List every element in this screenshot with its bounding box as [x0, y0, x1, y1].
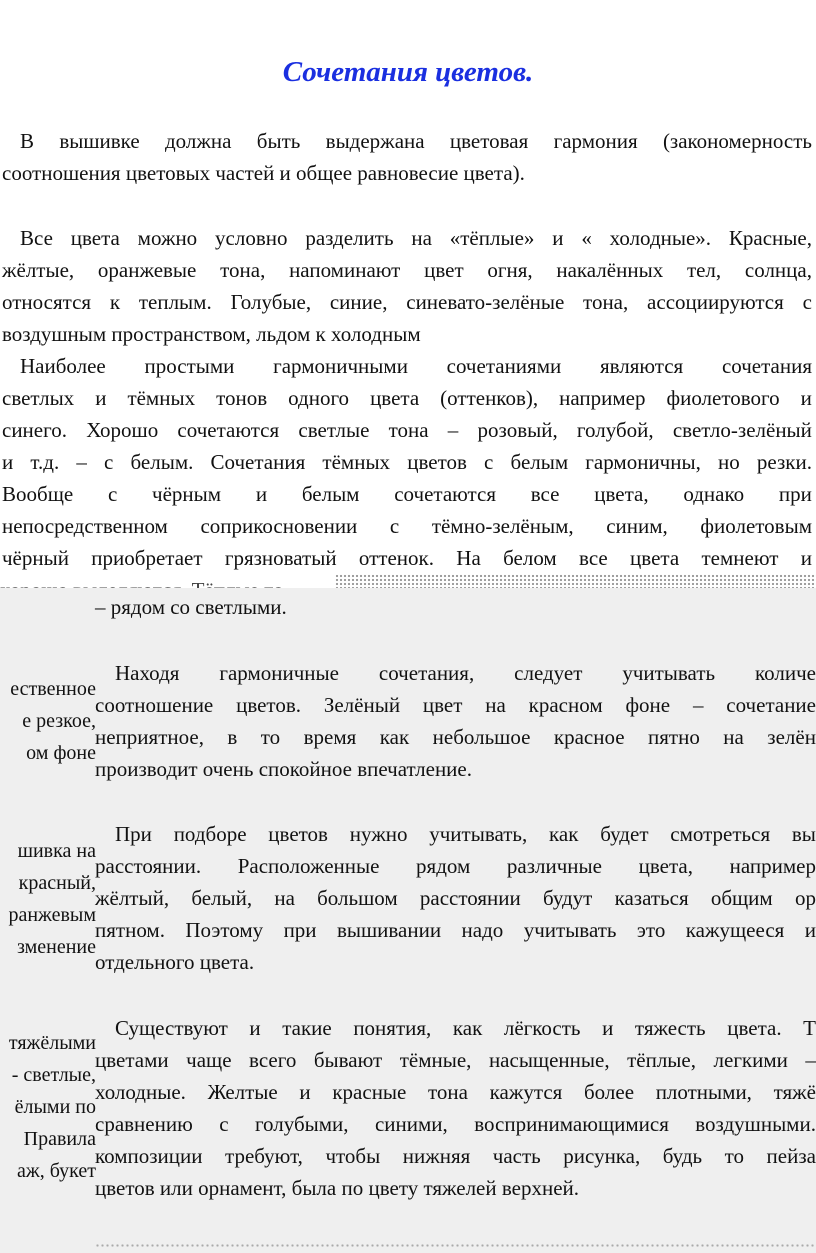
- word: тёплые,: [627, 1048, 696, 1072]
- word: Находя: [115, 661, 180, 685]
- word: должна: [165, 129, 232, 153]
- word: цвета: [370, 386, 420, 410]
- word: светло-зелёный: [672, 418, 812, 442]
- left-fragment: ранжевым: [8, 904, 96, 926]
- word: как: [452, 1016, 483, 1040]
- word: гармоничные: [219, 661, 339, 685]
- text-line: производит очень спокойное впечатление.: [95, 757, 472, 781]
- word: ассоциируются: [647, 290, 784, 314]
- word: расстоянии.: [95, 854, 202, 878]
- word: т.д.: [30, 450, 60, 474]
- word: вышивании: [336, 918, 442, 942]
- word: синие,: [329, 290, 388, 314]
- word: фиолетового: [666, 386, 780, 410]
- word: резки.: [756, 450, 812, 474]
- text-line: [95, 1048, 816, 1072]
- left-fragment: ом фоне: [26, 742, 96, 764]
- text-line: цветов или орнамент, была по цвету тяжелей верхней.: [95, 1176, 580, 1200]
- word: красные: [332, 1080, 407, 1104]
- word: и: [602, 1016, 614, 1040]
- word: смотреться: [670, 822, 771, 846]
- word: будет: [600, 822, 649, 846]
- word: разделить: [305, 226, 394, 250]
- text-line: [2, 514, 812, 538]
- word: в: [227, 725, 238, 749]
- word: Поэтому: [185, 918, 264, 942]
- word: часть: [492, 1144, 541, 1168]
- left-fragment: тяжёлыми: [8, 1032, 96, 1054]
- text-line: [2, 258, 812, 282]
- text-line: [2, 386, 812, 410]
- word: тяжё: [773, 1080, 816, 1104]
- word: гармония: [553, 129, 638, 153]
- word: сочетания: [721, 354, 812, 378]
- word: одного: [288, 386, 350, 410]
- word: вы: [791, 822, 816, 846]
- word: сочетаются: [394, 482, 496, 506]
- text-line: [20, 354, 812, 378]
- word: вышивке: [59, 129, 140, 153]
- word: при: [283, 918, 317, 942]
- text-line: [2, 290, 812, 314]
- word: оранжевые: [97, 258, 197, 282]
- word: неприятное,: [95, 725, 204, 749]
- word: цвета,: [594, 482, 649, 506]
- left-fragment: зменение: [16, 936, 96, 958]
- word: Хорошо: [86, 418, 159, 442]
- text-line: [95, 918, 816, 942]
- word: Желтые: [207, 1080, 278, 1104]
- word: чтобы: [325, 1144, 381, 1168]
- word: различные: [506, 854, 602, 878]
- word: можно: [137, 226, 198, 250]
- word: «: [581, 226, 592, 250]
- word: небольшое: [432, 725, 531, 749]
- word: (закономерность: [662, 129, 812, 153]
- word: зелён: [767, 725, 816, 749]
- word: рядом: [416, 854, 471, 878]
- word: однако: [683, 482, 745, 506]
- word: пейза: [766, 1144, 816, 1168]
- word: оттенок.: [358, 546, 434, 570]
- page-title: Сочетания цветов.: [282, 56, 534, 88]
- word: расстоянии: [419, 886, 521, 910]
- word: «тёплые»: [449, 226, 535, 250]
- left-fragment: Правила: [23, 1128, 96, 1150]
- text-line: [20, 226, 812, 250]
- word: сравнению: [95, 1112, 193, 1136]
- word: всего: [249, 1048, 297, 1072]
- word: цвета: [630, 546, 680, 570]
- word: Существуют: [115, 1016, 228, 1040]
- word: чёрным: [152, 482, 222, 506]
- word: то: [260, 725, 281, 749]
- word: выдержана: [325, 129, 425, 153]
- word: красное: [553, 725, 625, 749]
- word: композиции: [95, 1144, 203, 1168]
- word: нужно: [349, 822, 408, 846]
- word: будь: [662, 1144, 703, 1168]
- word: и: [95, 386, 107, 410]
- word: –: [76, 450, 87, 474]
- word: с: [389, 514, 400, 538]
- word: синего.: [2, 418, 67, 442]
- text-line: – рядом со светлыми.: [95, 595, 287, 619]
- word: тел,: [686, 258, 722, 282]
- word: лёгкость: [503, 1016, 581, 1040]
- word: большом: [317, 886, 398, 910]
- word: В: [20, 129, 35, 153]
- word: все: [579, 546, 608, 570]
- word: синим,: [606, 514, 668, 538]
- word: грязноватый: [224, 546, 337, 570]
- word: например: [729, 854, 816, 878]
- word: как: [549, 822, 579, 846]
- word: количе: [755, 661, 816, 685]
- text-line: [95, 1112, 816, 1136]
- word: На: [456, 546, 481, 570]
- word: голубой,: [576, 418, 654, 442]
- word: соприкосновении: [200, 514, 358, 538]
- word: При: [115, 822, 152, 846]
- word: светлых: [2, 386, 75, 410]
- word: Все: [20, 226, 53, 250]
- word: простыми: [144, 354, 235, 378]
- word: время: [303, 725, 357, 749]
- word: кажущееся: [685, 918, 785, 942]
- word: тёмных: [322, 450, 391, 474]
- word: синими,: [374, 1112, 448, 1136]
- word: пятном.: [95, 918, 165, 942]
- word: тяжесть: [634, 1016, 706, 1040]
- text-line: воздушным пространством, льдом к холодным: [2, 322, 421, 346]
- word: цветов: [268, 822, 328, 846]
- text-line: [115, 1016, 816, 1040]
- text-line: [95, 854, 816, 878]
- word: (оттенков),: [440, 386, 539, 410]
- word: фоне: [625, 693, 671, 717]
- word: Вообще: [2, 482, 74, 506]
- clipped-line: [0, 578, 340, 588]
- word: с: [802, 290, 812, 314]
- word: насыщенные,: [488, 1048, 610, 1072]
- text-line: [115, 822, 816, 846]
- word: –: [692, 693, 704, 717]
- word: казаться: [614, 886, 689, 910]
- overlay-page: [0, 588, 816, 1253]
- word: условно: [215, 226, 288, 250]
- word: цвет: [422, 693, 463, 717]
- word: цветов.: [236, 693, 301, 717]
- word: фиолетовым: [700, 514, 812, 538]
- word: тёмных: [127, 386, 196, 410]
- word: синевато-зелёные: [406, 290, 565, 314]
- word: на: [274, 886, 295, 910]
- word: цвета.: [727, 1016, 782, 1040]
- word: тёмно-зелёным,: [431, 514, 574, 538]
- word: на: [485, 693, 506, 717]
- word: с: [219, 1112, 229, 1136]
- word: рисунка,: [563, 1144, 641, 1168]
- word: Голубые,: [230, 290, 312, 314]
- word: непосредственном: [2, 514, 168, 538]
- word: холодные.: [95, 1080, 186, 1104]
- word: и: [2, 450, 14, 474]
- word: светлые: [298, 418, 370, 442]
- word: подборе: [173, 822, 247, 846]
- text-line: [115, 661, 816, 685]
- word: красном: [528, 693, 603, 717]
- word: цвета,: [638, 854, 693, 878]
- word: холодные».: [609, 226, 712, 250]
- word: и: [800, 546, 812, 570]
- word: Зелёный: [323, 693, 401, 717]
- word: и: [800, 386, 812, 410]
- word: при: [778, 482, 812, 506]
- text-line: [95, 886, 816, 910]
- text-line: [2, 482, 812, 506]
- word: цветов: [407, 450, 467, 474]
- word: тона,: [220, 258, 266, 282]
- left-fragment: шивка на: [17, 840, 96, 862]
- word: и: [249, 1016, 261, 1040]
- word: являются: [599, 354, 684, 378]
- word: цветами: [95, 1048, 169, 1072]
- word: белым.: [130, 450, 194, 474]
- word: накалённых: [556, 258, 664, 282]
- word: надо: [461, 918, 504, 942]
- word: Сочетания: [210, 450, 306, 474]
- word: цвет: [424, 258, 464, 282]
- word: сочетаются: [177, 418, 280, 442]
- word: кажутся: [489, 1080, 563, 1104]
- word: на: [411, 226, 432, 250]
- word: будут: [542, 886, 593, 910]
- word: то: [724, 1144, 745, 1168]
- word: белым: [301, 482, 360, 506]
- text-line: [2, 450, 812, 474]
- dotted-border-bottom: [95, 1243, 816, 1249]
- word: легкими: [713, 1048, 788, 1072]
- text-line: [2, 546, 812, 570]
- word: тона: [388, 418, 429, 442]
- word: пятно: [648, 725, 700, 749]
- word: требуют,: [225, 1144, 303, 1168]
- word: с: [104, 450, 114, 474]
- text-line: [2, 418, 812, 442]
- word: плотными,: [655, 1080, 752, 1104]
- word: например: [559, 386, 646, 410]
- word: тонов: [216, 386, 268, 410]
- word: как: [379, 725, 410, 749]
- word: учитывать: [622, 661, 716, 685]
- word: все: [530, 482, 560, 506]
- word: такие: [282, 1016, 332, 1040]
- word: чаще: [186, 1048, 232, 1072]
- word: быть: [256, 129, 301, 153]
- word: тона: [428, 1080, 468, 1104]
- word: белым: [510, 450, 569, 474]
- word: розовый,: [477, 418, 558, 442]
- word: Красные,: [728, 226, 812, 250]
- word: соотношение: [95, 693, 214, 717]
- text-line: [20, 129, 812, 153]
- text-line: соотношения цветовых частей и общее равновесие цвета).: [2, 161, 525, 185]
- word: и: [299, 1080, 311, 1104]
- word: более: [583, 1080, 635, 1104]
- word: нижняя: [402, 1144, 471, 1168]
- word: приобретает: [91, 546, 203, 570]
- word: но: [718, 450, 740, 474]
- left-fragment: аж, букет: [17, 1160, 96, 1182]
- word: с: [484, 450, 494, 474]
- word: солнца,: [744, 258, 812, 282]
- word: тёмные,: [399, 1048, 472, 1072]
- word: воспринимающимися: [474, 1112, 669, 1136]
- text-line: [95, 1144, 816, 1168]
- word: с: [107, 482, 118, 506]
- word: белом: [503, 546, 557, 570]
- text-line: [95, 725, 816, 749]
- word: на: [723, 725, 744, 749]
- word: общим: [710, 886, 773, 910]
- word: гармоничными: [273, 354, 408, 378]
- word: понятия,: [353, 1016, 432, 1040]
- word: теплым.: [138, 290, 212, 314]
- word: цветовая: [449, 129, 529, 153]
- word: –: [805, 1048, 816, 1072]
- word: жёлтый,: [95, 886, 170, 910]
- left-fragment: ёлыми по: [14, 1096, 96, 1118]
- text-line: отдельного цвета.: [95, 950, 255, 974]
- word: сочетания,: [378, 661, 475, 685]
- word: сочетание: [726, 693, 816, 717]
- word: учитывать: [523, 918, 617, 942]
- word: –: [447, 418, 459, 442]
- word: следует: [514, 661, 583, 685]
- text-line: [95, 1080, 816, 1104]
- word: ор: [794, 886, 816, 910]
- word: к: [109, 290, 121, 314]
- word: жёлтые,: [2, 258, 75, 282]
- word: голубыми,: [254, 1112, 349, 1136]
- word: это: [636, 918, 666, 942]
- word: воздушными.: [695, 1112, 816, 1136]
- word: гармоничны,: [585, 450, 701, 474]
- left-fragment: е резкое,: [22, 710, 96, 732]
- word: Расположенные: [237, 854, 380, 878]
- word: и: [804, 918, 816, 942]
- word: огня,: [487, 258, 533, 282]
- word: темнеют: [701, 546, 779, 570]
- word: тона,: [583, 290, 629, 314]
- left-fragment: красный,: [18, 872, 96, 894]
- left-fragment: - светлые,: [11, 1064, 96, 1086]
- word: Т: [803, 1016, 816, 1040]
- word: учитывать,: [429, 822, 528, 846]
- left-fragment: ественное: [10, 678, 96, 700]
- text-line: [95, 693, 816, 717]
- word: бывают: [313, 1048, 383, 1072]
- word: Наиболее: [20, 354, 106, 378]
- word: цвета: [70, 226, 120, 250]
- word: чёрный: [2, 546, 69, 570]
- word: относятся: [2, 290, 92, 314]
- word: и: [255, 482, 268, 506]
- word: сочетаниями: [446, 354, 562, 378]
- word: и: [552, 226, 564, 250]
- word: белый,: [191, 886, 253, 910]
- word: напоминают: [289, 258, 401, 282]
